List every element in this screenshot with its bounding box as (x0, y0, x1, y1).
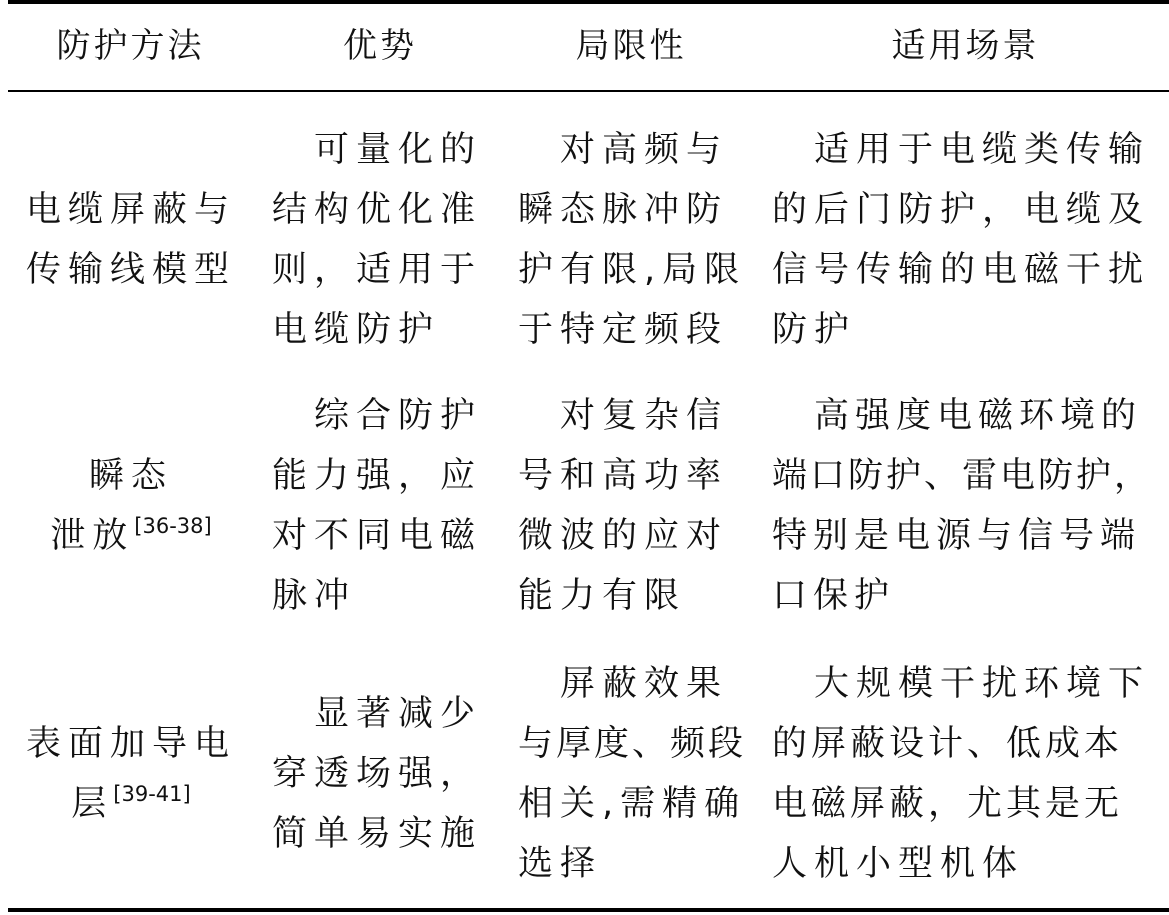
row3-advantage-cell (272, 684, 482, 864)
row3-method-line: 表面加导电 (25, 724, 236, 764)
row1-method-cell (20, 180, 242, 300)
row2-advantage-line: 能力强，应 (272, 456, 483, 496)
row1-scenario-line: 适用于电缆类传输 (814, 130, 1151, 170)
row3-scenario-line: 电磁屏蔽，尤其是无 (772, 784, 1124, 824)
table-header-rule (8, 90, 1169, 92)
header-limitation: 局限性 (575, 26, 687, 66)
row2-advantage-line: 对不同电磁 (272, 516, 483, 556)
row3-scenario-line: 大规模干扰环境下 (814, 664, 1151, 704)
row2-scenario-cell (772, 386, 1152, 626)
row1-advantage-line: 结构优化准 (272, 190, 483, 230)
row1-scenario-cell (772, 120, 1150, 360)
header-method: 防护方法 (56, 26, 205, 66)
row3-scenario-cell (772, 654, 1150, 894)
row2-scenario-line: 高强度电磁环境的 (814, 396, 1143, 436)
row2-limitation-cell (518, 386, 728, 626)
row1-advantage-cell (272, 120, 482, 360)
row2-advantage-line: 综合防护 (314, 396, 483, 436)
row3-method-line-with-ref (20, 774, 242, 834)
header-scenario: 适用场景 (891, 26, 1040, 66)
table-bottom-rule (8, 908, 1169, 912)
row3-scenario-line: 的屏蔽设计、低成本 (772, 724, 1124, 764)
row1-scenario-line: 的后门防护，电缆及 (772, 190, 1151, 230)
row3-limitation-line: 与厚度、频段 (518, 724, 747, 764)
row2-scenario-line: 端口防护、雷电防护， (772, 456, 1153, 496)
row3-limitation-line: 屏蔽效果 (560, 664, 729, 704)
row3-method-text: 层 (71, 784, 114, 824)
row1-limitation-cell (518, 120, 746, 360)
row3-advantage-line: 穿透场强， (272, 754, 483, 794)
row1-limitation-line: 瞬态脉冲防 (518, 190, 729, 230)
row1-advantage-line: 则，适用于 (272, 250, 483, 290)
row2-limitation-line: 对复杂信 (560, 396, 729, 436)
row2-limitation-line: 微波的应对 (518, 516, 729, 556)
row2-method-line: 瞬态 (88, 456, 173, 496)
row3-limitation-cell (518, 654, 746, 894)
row2-method-line-with-ref (20, 506, 242, 566)
row2-method-cell (20, 446, 242, 566)
row2-scenario-line: 特别是电源与信号端 (772, 516, 1142, 556)
row2-method-text: 泄放 (50, 516, 135, 556)
row1-scenario-line: 信号传输的电磁干扰 (772, 250, 1151, 290)
row3-scenario-line: 人机小型机体 (772, 844, 1025, 884)
row1-limitation-line: 对高频与 (560, 130, 729, 170)
row1-method-line: 传输线模型 (25, 250, 236, 290)
row1-advantage-line: 电缆防护 (272, 310, 441, 350)
row3-advantage-line: 显著减少 (314, 694, 483, 734)
row2-limitation-line: 能力有限 (518, 576, 687, 616)
row3-method-cell (20, 714, 242, 834)
row3-limitation-line: 选择 (518, 844, 603, 884)
row2-citation: [36-38] (134, 514, 212, 538)
row2-limitation-line: 号和高功率 (518, 456, 729, 496)
table-top-rule (8, 0, 1169, 4)
row1-limitation-line: 护有限,局限 (518, 250, 747, 290)
row1-scenario-line: 防护 (772, 310, 857, 350)
header-advantage: 优势 (343, 26, 417, 66)
row2-advantage-line: 脉冲 (272, 576, 357, 616)
row1-limitation-line: 于特定频段 (518, 310, 729, 350)
row2-advantage-cell (272, 386, 482, 626)
row2-scenario-line: 口保护 (772, 576, 896, 616)
row1-method-line: 电缆屏蔽与 (25, 190, 236, 230)
row3-advantage-line: 简单易实施 (272, 814, 483, 854)
row3-citation: [39-41] (113, 782, 191, 806)
row3-limitation-line: 相关,需精确 (518, 784, 747, 824)
row1-advantage-line: 可量化的 (314, 130, 483, 170)
